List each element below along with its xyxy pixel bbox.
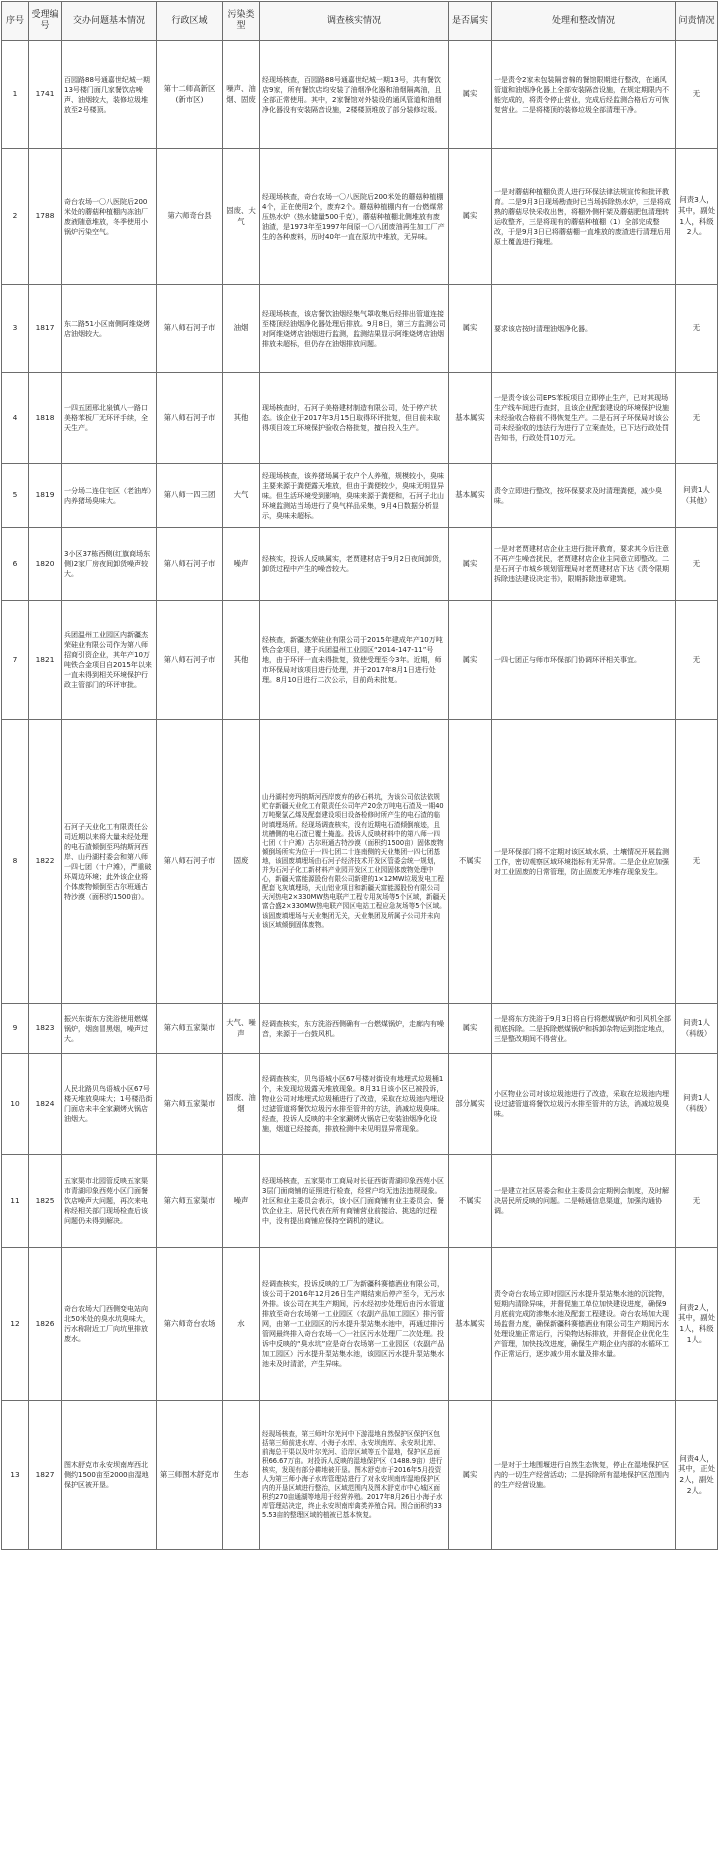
case-id-cell: 1824	[29, 1054, 62, 1155]
region-cell: 第八师石河子市	[157, 601, 223, 720]
investigation-cell: 经现场核查，奇台农场一〇八医院后200米处的蘑菇种植棚4个，正在使用2个，废弃2个。蘑菇种植棚内有一台燃煤常压热水炉（热水储量500千克），蘑菇种植棚北侧堆放有废油渣，是1973年至1997年间原一〇八团废油再生加工厂产生的各种废料，历时40年一直在原坑中堆放，无异味。	[260, 149, 449, 285]
issue-cell: 百园路88号通嘉世纪城一期13号楼门面几家餐饮店噪声、油烟较大，装修垃圾堆放至2号楼顶。	[62, 41, 157, 149]
case-id-cell: 1826	[29, 1248, 62, 1401]
serial-cell: 2	[2, 149, 29, 285]
table-row	[2, 1401, 718, 1550]
verified-cell: 属实	[449, 41, 492, 149]
table-row	[2, 720, 718, 1004]
header-handling: 处理和整改情况	[492, 2, 676, 41]
serial-cell: 8	[2, 720, 29, 1004]
issue-cell: 振兴东街东方洗浴使用燃煤锅炉，烟囱冒黑烟，噪声过大。	[62, 1004, 157, 1054]
header-issue: 交办问题基本情况	[62, 2, 157, 41]
verified-cell: 属实	[449, 285, 492, 373]
region-cell: 第六师五家渠市	[157, 1004, 223, 1054]
accountability-cell: 问责2人，其中，副处1人，科级1人。	[676, 1248, 718, 1401]
accountability-cell: 无	[676, 373, 718, 464]
pollution-type-cell: 固废、大气	[223, 149, 260, 285]
accountability-cell: 无	[676, 601, 718, 720]
investigation-cell: 经调查核实，东方洗浴西侧确有一台燃煤锅炉，走廊内有噪音，来源于一台鼓风机。	[260, 1004, 449, 1054]
pollution-type-cell: 噪声	[223, 1155, 260, 1248]
investigation-cell: 经现场核查，百园路88号通嘉世纪城一期13号，共有餐饮店9家，所有餐饮店均安装了油烟净化器和油烟隔离油，且全部正常使用。其中，2家餐馆对外装设的通风管道和油烟净化器没有安装隔音设施，2楼楼顶堆放了部分装修垃圾。	[260, 41, 449, 149]
accountability-cell: 问责1人（科级）	[676, 1054, 718, 1155]
region-cell: 第六师奇台县	[157, 149, 223, 285]
handling-cell: 要求该店按时清理油烟净化器。	[492, 285, 676, 373]
table-row	[2, 601, 718, 720]
serial-cell: 10	[2, 1054, 29, 1155]
verified-cell: 不属实	[449, 720, 492, 1004]
investigation-cell: 山丹湖村旁玛纳斯河西岸废弃的砂石料坑，为该公司依法依规贮存新疆天业化工有限责任公司年产20余万吨电石渣及一期40万吨聚氯乙烯及配套建设项目设备检修时所产生的电石渣的临时填埋场所。经现场调查核实，没有近期电石渣倾倒痕迹，且坑槽侧的电石渣已覆土掩盖。投诉人反映材料中的第八师一四七团（十户滩）古尔班通古特沙漠（面积约1500亩）固体废物倾倒场所实为位于一四七团二十连南侧的天业集团一四七团基地，该固废填埋场由石河子经济技术开发区管委会统一规划，并为石河子化工新材料产业园开发区工业园固体废物处理中心，新疆天富能源股份有限公司新建的1×12MW垃圾发电工程配套飞灰填埋场，天山铝业项目和新疆天富能源股份有限公司天河热电2×330MW热电联产工程专用灰场等5个区域，新疆天富合盛2×330MW热电联产园区电站工程应急灰场等5个区域。该固废填埋场与天业集团无关，天业集团及所属子公司并未向该区域倾倒固体废物。	[260, 720, 449, 1004]
handling-cell: 一是对老贾建材店企业主进行批评教育，要求其今后注意不再产生噪音扰民，老贾建材店企业主同意立即整改。二是石河子市城乡规划管理局对老贾建材店下达《责令限期拆除违法建设决定书》，限期拆除违章建筑。	[492, 528, 676, 601]
header-region: 行政区域	[157, 2, 223, 41]
case-id-cell: 1827	[29, 1401, 62, 1550]
issue-cell: 五家渠市北园管反映五家渠市青湖印象西苑小区门面餐饮店噪声大问题，再次来电称经相关部门现场检查后该问题仍未得到解决。	[62, 1155, 157, 1248]
region-cell: 第十二师高新区(新市区)	[157, 41, 223, 149]
issue-cell: 人民北路贝鸟语城小区67号楼天堆放臭味大；1号楼沿街门面店未丰全家涮烤火锅店油烟大。	[62, 1054, 157, 1155]
accountability-cell: 问责3人，其中，副处1人，科级2人。	[676, 149, 718, 285]
accountability-cell: 无	[676, 285, 718, 373]
table-row	[2, 149, 718, 285]
document-page	[1, 1, 717, 1550]
serial-cell: 3	[2, 285, 29, 373]
serial-cell: 4	[2, 373, 29, 464]
issue-cell: 兵团温州工业园区内新疆杰荣硅业有限公司作为第八师招商引资企业，其年产10万吨铁合金项目自2015年以来一直未得到相关环境保护行政主管部门的环评审批。	[62, 601, 157, 720]
table-row	[2, 1004, 718, 1054]
case-id-cell: 1819	[29, 464, 62, 528]
handling-cell: 一四七团正与师市环保部门协调环评相关事宜。	[492, 601, 676, 720]
pollution-type-cell: 其他	[223, 601, 260, 720]
issue-cell: 奇台农场大门西侧变电站向北50米处的臭水坑臭味大，污水称附近工厂向坑里排放废水。	[62, 1248, 157, 1401]
investigation-cell: 经核实，投诉人反映属实，老贾建材店于9月2日夜间卸货，卸货过程中产生的噪音较大。	[260, 528, 449, 601]
verified-cell: 基本属实	[449, 373, 492, 464]
accountability-cell: 无	[676, 41, 718, 149]
region-cell: 第八师石河子市	[157, 373, 223, 464]
table-row	[2, 41, 718, 149]
verified-cell: 属实	[449, 1004, 492, 1054]
region-cell: 第八师石河子市	[157, 720, 223, 1004]
issue-cell: 奇台农场一〇八医院后200米处的蘑菇种植棚内冻油厂废液随意堆放，冬季使用小锅炉污染空气。	[62, 149, 157, 285]
verified-cell: 不属实	[449, 1155, 492, 1248]
table-row	[2, 285, 718, 373]
handling-cell: 一是对蘑菇种植棚负责人进行环保法律法规宣传和批评教育。二是9月3日现场勘查时已当场拆除热水炉，三是将成熟的蘑菇尽快采收出售，将棚外侧杆架及蘑菇肥包清理转运收整齐，三是将现有的蘑菇种植棚（1）全部完成整改，于是9月3日已将蘑菇棚一直堆放的废渣进行清理后用原土覆盖进行掩埋。	[492, 149, 676, 285]
region-cell: 第三师图木舒克市	[157, 1401, 223, 1550]
handling-cell: 一是将东方洗浴于9月3日将自行将燃煤锅炉和引风机全部彻底拆除。二是拆除燃煤锅炉和拆卸杂物运到指定地点，三是整改期间不得营业。	[492, 1004, 676, 1054]
investigation-cell: 现场核查时，石河子美格建材制造有限公司，处于停产状态。该企业于2017年3月15日取得环评批复，但目前未取得项目竣工环境保护验收合格批复，擅自投入生产。	[260, 373, 449, 464]
case-id-cell: 1817	[29, 285, 62, 373]
serial-cell: 5	[2, 464, 29, 528]
region-cell: 第八师石河子市	[157, 285, 223, 373]
handling-cell: 一是环保部门将不定期对该区域水质、土壤情况开展监测工作，密切观察区域环境指标有无异常。二是企业应加强对工业固废的日常管理，防止固废无序堆存现象发生。	[492, 720, 676, 1004]
case-id-cell: 1822	[29, 720, 62, 1004]
handling-cell: 责令奇台农场立即对园区污水提升泵站集水池的沉淀物，短期内清除异味，并督促施工单位加快建设进度，确保9月底前完成防渗集水池及配套工程建设。奇台农场加大现场监督力度，确保新疆科赛德酒业有限公司生产期间污水处理设施正常运行，污染物达标排放，并督促企业优化生产管理，加快技改进度，确保生产期企业内部的水循环工作正常运行，逐步减少用水量及排水量。	[492, 1248, 676, 1401]
table-row	[2, 464, 718, 528]
case-id-cell: 1821	[29, 601, 62, 720]
table-header-row	[2, 2, 718, 41]
header-pollution-type: 污染类型	[223, 2, 260, 41]
case-id-cell: 1823	[29, 1004, 62, 1054]
investigation-cell: 经调查核实，投诉反映的工厂为新疆科赛德酒业有限公司，该公司于2016年12月26日生产期结束后停产至今，无污水外排。该公司在其生产期间，污水经初步处理后由污水管道排放至奇台农场第一工业园区（农副产品加工园区）排污管网，由第一工业园区的污水提升泵站集水池中，再通过排污管网最终排入奇台农场一〇一社区污水处理厂二次处理。投诉中反映的“臭水坑”应是奇台农场第一工业园区（农副产品加工园区）污水提升泵站集水池，该园区污水提升泵站集水池未及时清淤，产生异味。	[260, 1248, 449, 1401]
pollution-type-cell: 噪声	[223, 528, 260, 601]
verified-cell: 部分属实	[449, 1054, 492, 1155]
region-cell: 第八师一四三团	[157, 464, 223, 528]
verified-cell: 属实	[449, 601, 492, 720]
handling-cell: 责令立即进行整改，按环保要求及时清理粪便，减少臭味。	[492, 464, 676, 528]
handling-cell: 一是对于土地围堰进行自然生态恢复，停止在湿地保护区内的一切生产经营活动；二是拆除所有湿地保护区范围内的生产经营设施。	[492, 1401, 676, 1550]
handling-cell: 一是责令该公司EPS苯板项目立即停止生产，已对其现场生产线车间进行查封，且该企业配套建设的环境保护设施未经验收合格前不得恢复生产。二是石河子环保局对该公司未经验收的违法行为进行了立案查处，已下达行政处罚告知书，行政处罚10万元。	[492, 373, 676, 464]
region-cell: 第八师石河子市	[157, 528, 223, 601]
pollution-type-cell: 水	[223, 1248, 260, 1401]
serial-cell: 9	[2, 1004, 29, 1054]
header-investigation: 调查核实情况	[260, 2, 449, 41]
case-id-cell: 1820	[29, 528, 62, 601]
header-accountability: 问责情况	[676, 2, 718, 41]
verified-cell: 基本属实	[449, 464, 492, 528]
serial-cell: 11	[2, 1155, 29, 1248]
table-row	[2, 1054, 718, 1155]
investigation-cell: 经现场核查，该店餐饮油烟经集气罩收集后经排出管道连接至楼顶经油烟净化器处理后排放。9月8日，第三方监测公司对阿维烧烤店油烟进行监测，监测结果显示阿维烧烤店油烟排放未超标，但仍存在油烟排放问题。	[260, 285, 449, 373]
issue-cell: 石河子天业化工有限责任公司近期以来将大量未经处理的电石渣倾倒至玛纳斯河西岸、山丹湖村委会和第八师一四七团（十户滩），严重破坏周边环境；此外该企业将个体废物倾倒至古尔班通古特沙漠（面积约1500亩）。	[62, 720, 157, 1004]
pollution-type-cell: 大气、噪声	[223, 1004, 260, 1054]
accountability-cell: 问责4人，其中，正处2人，副处2人。	[676, 1401, 718, 1550]
region-cell: 第六师五家渠市	[157, 1155, 223, 1248]
pollution-type-cell: 生态	[223, 1401, 260, 1550]
accountability-cell: 问责1人（其他）	[676, 464, 718, 528]
case-id-cell: 1788	[29, 149, 62, 285]
table-row	[2, 528, 718, 601]
handling-cell: 一是责令2家未包装隔音棉的餐馆限期进行整改，在通风管道和油烟净化器上全部安装隔音设施，在规定期限内不能完成的，将责令停止营业，完成后经监测合格后方可恢复营业。二是将楼顶的装修垃圾全部清理干净。	[492, 41, 676, 149]
accountability-cell: 问责1人（科级）	[676, 1004, 718, 1054]
serial-cell: 12	[2, 1248, 29, 1401]
accountability-cell: 无	[676, 720, 718, 1004]
table-row	[2, 1155, 718, 1248]
serial-cell: 6	[2, 528, 29, 601]
issue-cell: 3小区37栋西侧(红旗商场东侧)2家厂房夜间卸货噪声较大。	[62, 528, 157, 601]
case-id-cell: 1825	[29, 1155, 62, 1248]
region-cell: 第六师奇台农场	[157, 1248, 223, 1401]
serial-cell: 7	[2, 601, 29, 720]
serial-cell: 13	[2, 1401, 29, 1550]
pollution-type-cell: 固废、油烟	[223, 1054, 260, 1155]
investigation-cell: 经调查核实，贝鸟语城小区67号楼对街设有地埋式垃圾桶1个，未发现垃圾露天堆放现象。8月31日该小区已被投诉，物业公司对地埋式垃圾桶进行了改造，采取在垃圾池内埋设过滤管道将餐饮垃圾污水排至管井的方法，消减垃圾臭味。经查，投诉人反映的丰全家涮烤火锅店已安装油烟净化设施，烟道已经接高，排放检测中未见明显异常现象。	[260, 1054, 449, 1155]
verified-cell: 属实	[449, 528, 492, 601]
region-cell: 第六师五家渠市	[157, 1054, 223, 1155]
serial-cell: 1	[2, 41, 29, 149]
case-id-cell: 1818	[29, 373, 62, 464]
table-row	[2, 373, 718, 464]
supervision-report-table	[1, 1, 718, 1550]
header-serial: 序号	[2, 2, 29, 41]
verified-cell: 基本属实	[449, 1248, 492, 1401]
investigation-cell: 经现场核查，该养猪场属于农户个人养殖，规模较小，臭味主要来源于粪便露天堆放，但由于粪便较少，臭味无明显异味。但生活环境受到影响，臭味来源于粪便和，石河子北山环境监测站当场进行了臭气样品采集，9月4日数据分析显示，臭味未超标。	[260, 464, 449, 528]
table-row	[2, 1248, 718, 1401]
pollution-type-cell: 其他	[223, 373, 260, 464]
pollution-type-cell: 油烟	[223, 285, 260, 373]
pollution-type-cell: 大气	[223, 464, 260, 528]
issue-cell: 一四五团邢北泉镇八一路口美格苯板厂无环评手续，全天生产。	[62, 373, 157, 464]
header-case-id: 受理编号	[29, 2, 62, 41]
pollution-type-cell: 固废	[223, 720, 260, 1004]
accountability-cell: 无	[676, 528, 718, 601]
issue-cell: 东二路51小区南侧阿维烧烤店油烟较大。	[62, 285, 157, 373]
issue-cell: 图木舒克市永安坝南库西北侧约1500亩至2000亩湿地保护区被开垦。	[62, 1401, 157, 1550]
verified-cell: 属实	[449, 1401, 492, 1550]
header-verified: 是否属实	[449, 2, 492, 41]
handling-cell: 一是建立社区居委会和业主委员会定期例会制度，及时解决居民所反映的问题。二是畅通信息渠道，加强沟通协调。	[492, 1155, 676, 1248]
investigation-cell: 经现场核查，五家渠市工商局对长征西街青湖印象西苑小区3层门面商铺的证照进行检查，经营户均无违法违规现象。社区和业主委员会表示，该小区门面商铺有业主委员会、餐饮企业主、居民代表在所有商铺营业前接洽、挑选的过程中，没有提出商铺应保持空调机的建议。	[260, 1155, 449, 1248]
investigation-cell: 经现场核查，第三师叶尔羌河中下游湿地自然保护区保护区包括第三师前进水库、小海子水库、永安坝南库、永安坝北库、前海总干渠以及叶尔羌河、沿岸区域等五个湿地，保护区总面积66.67万亩。对投诉人反映的湿地保护区（1488.9亩）进行核实，发现有部分耕地被开垦。图木舒克市于2016年5月投资人为第三师小海子水库管理站进行了对永安坝南库湿地保护区内的开垦区域进行整治，区域范围内及图木舒克市中心城区面积约270亩通湖等地用于经营养殖。2017年8月26日小海子水库管理站决定，终止永安坝南库禽类养殖合同。围合面积约335.53亩的整理区域的植被已基本恢复。	[260, 1401, 449, 1550]
handling-cell: 小区物业公司对该垃圾池进行了改造，采取在垃圾池内埋设过滤管道将餐饮垃圾污水排至管井的方法，消减垃圾臭味。	[492, 1054, 676, 1155]
verified-cell: 属实	[449, 149, 492, 285]
case-id-cell: 1741	[29, 41, 62, 149]
investigation-cell: 经核查，新疆杰荣硅业有限公司于2015年建成年产10万吨铁合金项目，建于兵团温州工业园区“2014-147-11”号地，由于环评一直未得批复，致使受理至今3年。近期，师市环保局对该项目进行处理，并于2017年8月1日进行处理。8月10日进行二次公示，目前尚未批复。	[260, 601, 449, 720]
pollution-type-cell: 噪声、油烟、固废	[223, 41, 260, 149]
accountability-cell: 无	[676, 1155, 718, 1248]
issue-cell: 一分场二连住宅区（老油库）内养猪场臭味大。	[62, 464, 157, 528]
